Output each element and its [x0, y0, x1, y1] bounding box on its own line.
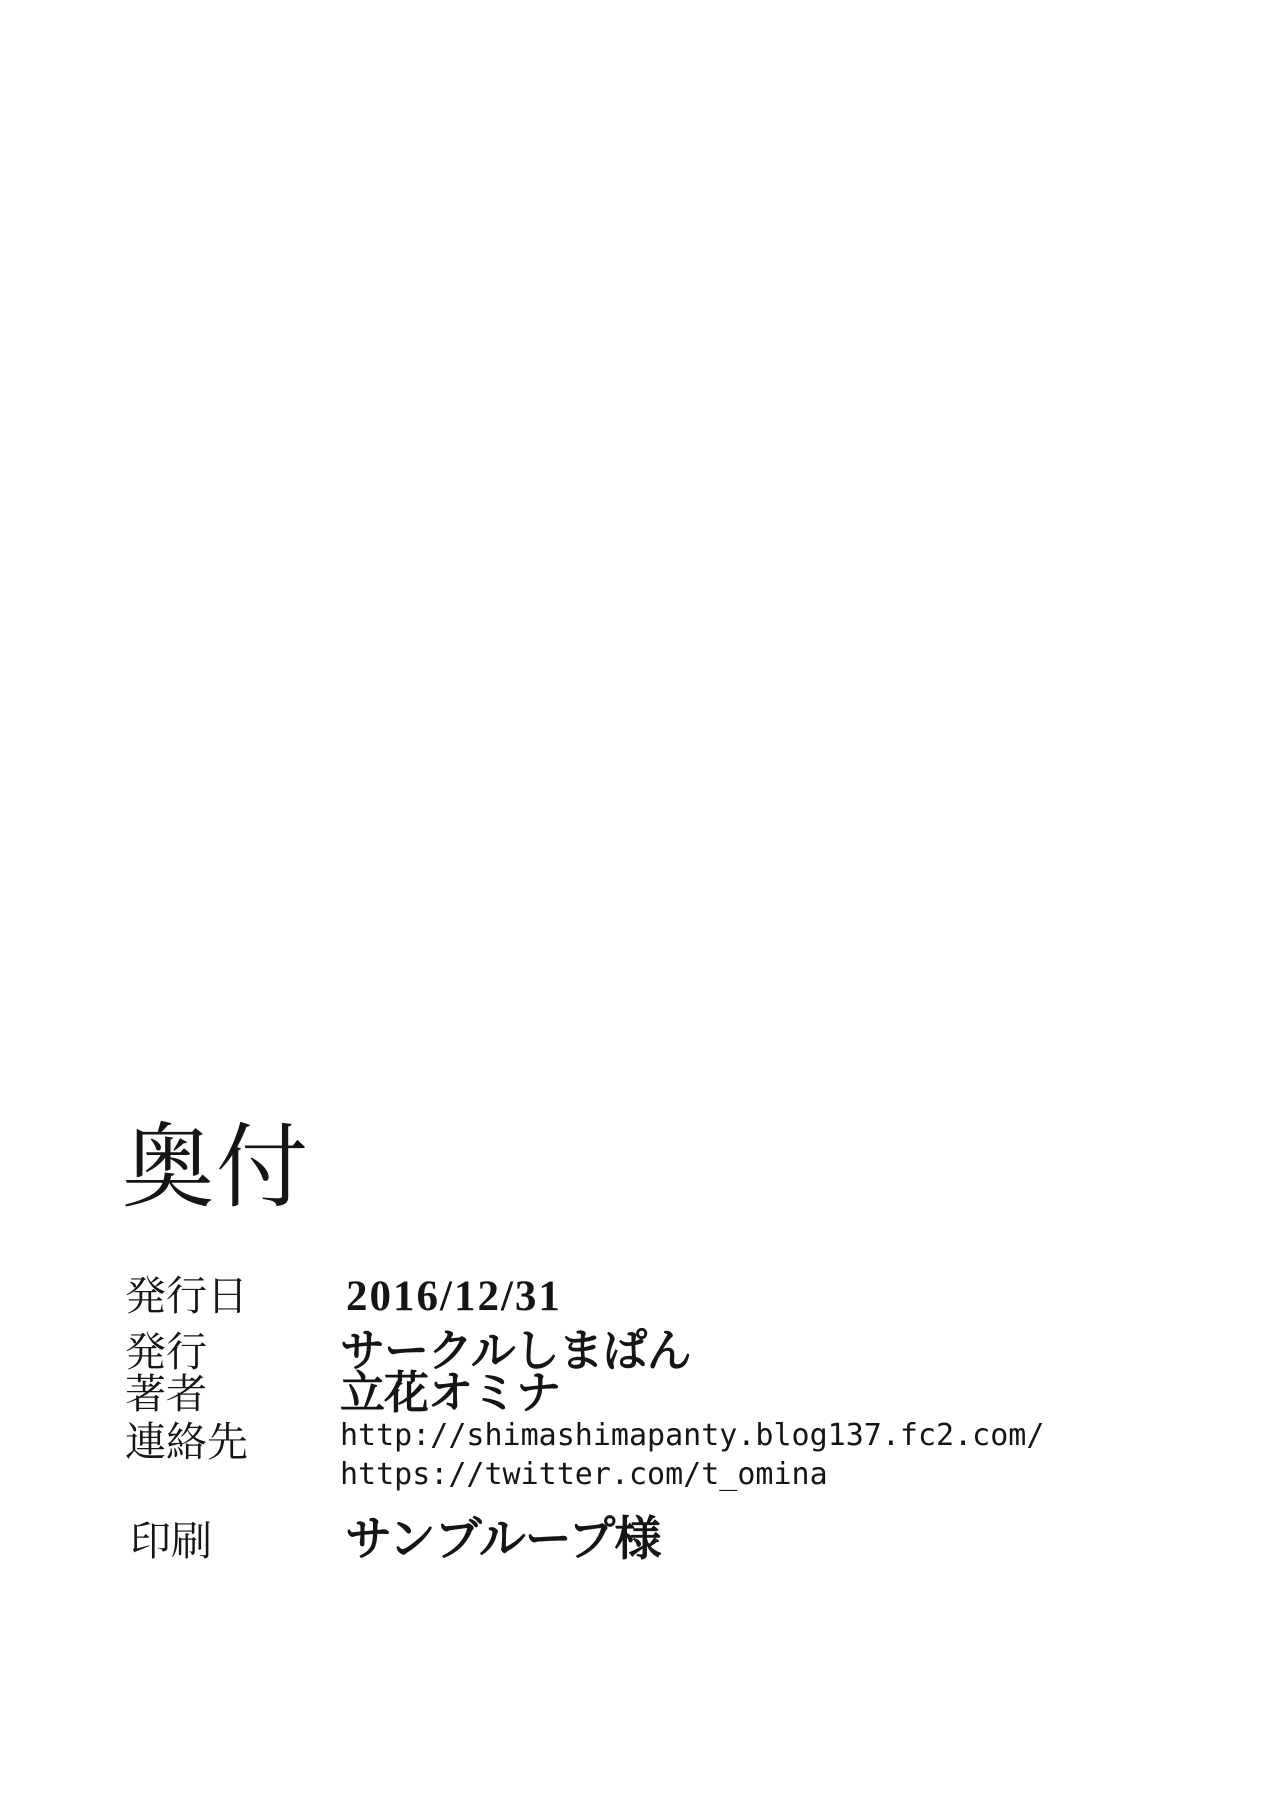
author-value: 立花オミナ	[340, 1368, 561, 1418]
publisher-value: サークルしまぱん	[340, 1326, 691, 1376]
row-printer	[125, 1502, 660, 1569]
contact-label: 連絡先	[125, 1419, 248, 1465]
publish-date-value: 2016/12/31	[346, 1273, 562, 1320]
row-contact	[125, 1416, 1044, 1494]
publish-date-label: 発行日	[125, 1273, 248, 1319]
printer-value: サンブループ様	[345, 1514, 661, 1566]
contact-twitter-url: https://twitter.com/t_omina	[340, 1457, 828, 1492]
page-title: 奥付	[122, 1117, 311, 1219]
publisher-label: 発行	[125, 1329, 207, 1375]
author-label: 著者	[125, 1371, 207, 1417]
contact-urls	[340, 1416, 1044, 1494]
printer-label: 印刷	[130, 1518, 212, 1564]
row-author	[125, 1356, 560, 1421]
contact-blog-url: http://shimashimapanty.blog137.fc2.com/	[340, 1418, 1045, 1453]
